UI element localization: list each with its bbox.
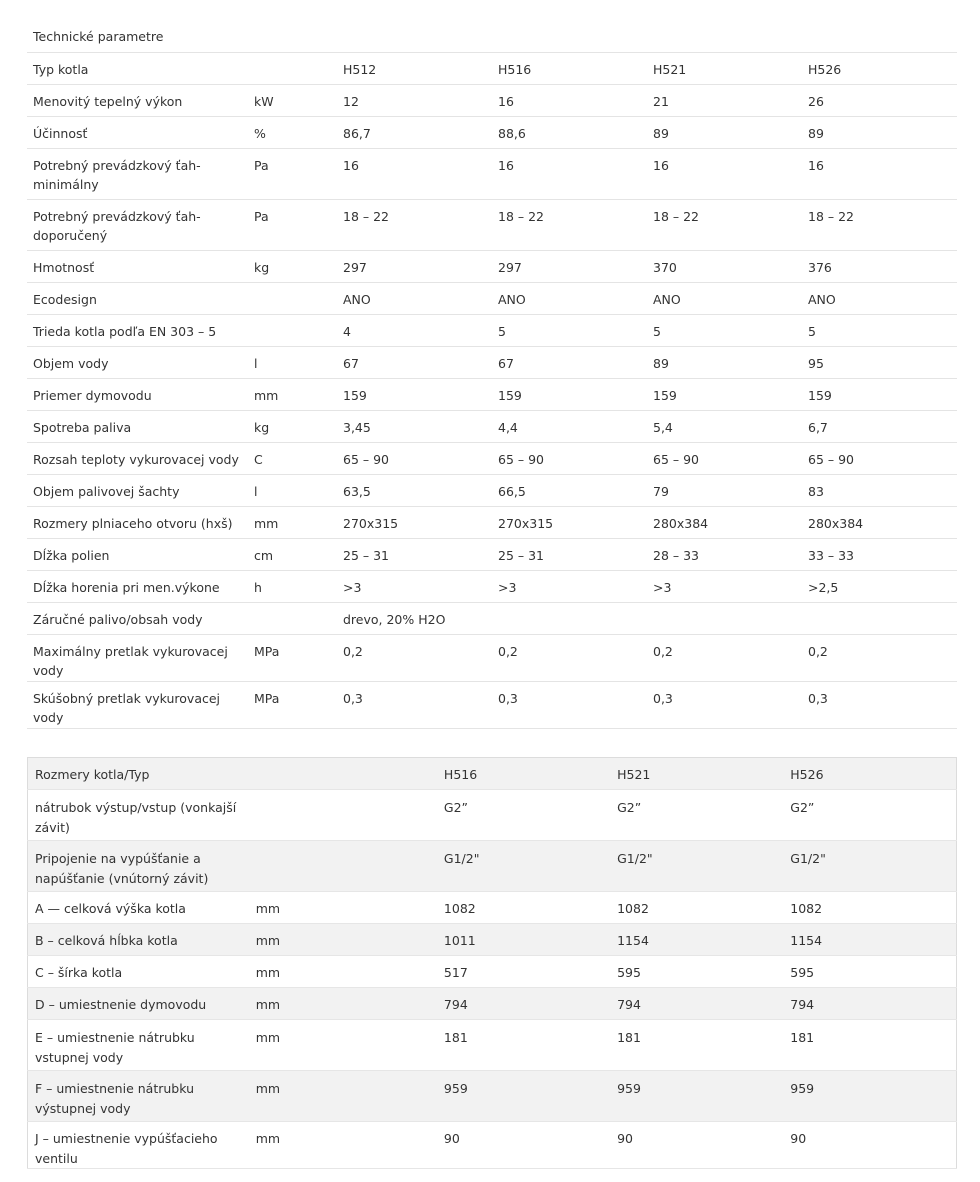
row-label: nátrubok výstup/vstup (vonkajší závit) xyxy=(28,790,249,841)
row-value: 89 xyxy=(647,116,802,148)
row-label: J – umiestnenie vypúšťacieho ventilu xyxy=(28,1122,249,1169)
row-value: H521 xyxy=(610,758,783,790)
row-label: Dĺžka polien xyxy=(27,538,248,570)
row-value: 90 xyxy=(437,1122,610,1169)
table-row xyxy=(27,84,957,116)
table-row xyxy=(27,410,957,442)
row-unit xyxy=(248,52,337,84)
row-value: 18 – 22 xyxy=(492,199,647,250)
row-value: 0,3 xyxy=(337,681,492,728)
row-value: >3 xyxy=(337,570,492,602)
row-label: Typ kotla xyxy=(27,52,248,84)
row-label: Rozsah teploty vykurovacej vody xyxy=(27,442,248,474)
row-value: 90 xyxy=(610,1122,783,1169)
row-value: 0,2 xyxy=(337,634,492,681)
row-value: 79 xyxy=(647,474,802,506)
row-label: Potrebný prevádzkový ťah- minimálny xyxy=(27,148,248,199)
row-value: 159 xyxy=(492,378,647,410)
table-caption-row xyxy=(27,20,957,52)
row-value: 65 – 90 xyxy=(802,442,957,474)
row-label: Objem palivovej šachty xyxy=(27,474,248,506)
row-label: Pripojenie na vypúšťanie a napúšťanie (vnútorný závit) xyxy=(28,841,249,892)
table-row xyxy=(27,282,957,314)
row-unit: cm xyxy=(248,538,337,570)
technical-parameters-body xyxy=(27,20,957,728)
table-row xyxy=(27,378,957,410)
row-value: 1011 xyxy=(437,924,610,956)
row-value: ANO xyxy=(647,282,802,314)
row-value: 16 xyxy=(337,148,492,199)
row-value: H516 xyxy=(437,758,610,790)
row-value xyxy=(492,602,647,634)
row-unit xyxy=(249,790,437,841)
row-value: 5 xyxy=(492,314,647,346)
row-value: G2” xyxy=(610,790,783,841)
row-value xyxy=(647,602,802,634)
row-unit: mm xyxy=(248,378,337,410)
table-row xyxy=(28,1071,957,1122)
row-value: ANO xyxy=(802,282,957,314)
row-unit: h xyxy=(248,570,337,602)
row-unit: kW xyxy=(248,84,337,116)
table-row xyxy=(27,681,957,728)
row-value: 26 xyxy=(802,84,957,116)
row-value: 159 xyxy=(337,378,492,410)
row-value: 1082 xyxy=(437,892,610,924)
row-value: 0,2 xyxy=(647,634,802,681)
row-label: Objem vody xyxy=(27,346,248,378)
table-row xyxy=(27,199,957,250)
table-row xyxy=(27,506,957,538)
row-label: E – umiestnenie nátrubku vstupnej vody xyxy=(28,1020,249,1071)
row-value: 63,5 xyxy=(337,474,492,506)
row-unit: mm xyxy=(249,924,437,956)
row-value: 370 xyxy=(647,250,802,282)
table-caption: Technické parametre xyxy=(27,20,957,52)
row-value: 595 xyxy=(783,956,956,988)
row-value: 3,45 xyxy=(337,410,492,442)
row-unit: % xyxy=(248,116,337,148)
row-value: 794 xyxy=(783,988,956,1020)
row-value: H526 xyxy=(783,758,956,790)
row-value: 181 xyxy=(437,1020,610,1071)
row-value: drevo, 20% H2O xyxy=(337,602,492,634)
row-unit: mm xyxy=(249,1020,437,1071)
row-label: Skúšobný pretlak vykurovacej vody xyxy=(27,681,248,728)
technical-parameters-table xyxy=(27,20,957,729)
row-value: 67 xyxy=(492,346,647,378)
row-value: 89 xyxy=(647,346,802,378)
row-value: 595 xyxy=(610,956,783,988)
row-value: 297 xyxy=(492,250,647,282)
row-value: 12 xyxy=(337,84,492,116)
row-label: Menovitý tepelný výkon xyxy=(27,84,248,116)
row-label: Dĺžka horenia pri men.výkone xyxy=(27,570,248,602)
row-value: 66,5 xyxy=(492,474,647,506)
row-value: 16 xyxy=(647,148,802,199)
row-value: 1082 xyxy=(610,892,783,924)
row-label: Záručné palivo/obsah vody xyxy=(27,602,248,634)
row-unit: mm xyxy=(249,1122,437,1169)
row-value: G2” xyxy=(783,790,956,841)
table-row xyxy=(27,250,957,282)
row-value: 4,4 xyxy=(492,410,647,442)
table-row xyxy=(27,346,957,378)
row-value: 181 xyxy=(783,1020,956,1071)
table-row xyxy=(28,1020,957,1071)
table-row xyxy=(28,1122,957,1169)
row-label: Trieda kotla podľa EN 303 – 5 xyxy=(27,314,248,346)
row-value: G1/2" xyxy=(783,841,956,892)
row-value: 86,7 xyxy=(337,116,492,148)
row-value: H521 xyxy=(647,52,802,84)
table-row xyxy=(27,442,957,474)
row-value: 297 xyxy=(337,250,492,282)
row-value: ANO xyxy=(492,282,647,314)
row-value: >3 xyxy=(492,570,647,602)
row-unit: MPa xyxy=(248,681,337,728)
table-row xyxy=(27,474,957,506)
row-value: 4 xyxy=(337,314,492,346)
row-value: 16 xyxy=(492,148,647,199)
table-row xyxy=(27,314,957,346)
row-unit xyxy=(248,282,337,314)
row-value: 18 – 22 xyxy=(337,199,492,250)
row-unit: kg xyxy=(248,410,337,442)
row-value: 1082 xyxy=(783,892,956,924)
row-value: 88,6 xyxy=(492,116,647,148)
row-value: 65 – 90 xyxy=(647,442,802,474)
row-value: 90 xyxy=(783,1122,956,1169)
table-header-row xyxy=(28,758,957,790)
row-value: 376 xyxy=(802,250,957,282)
row-value: 28 – 33 xyxy=(647,538,802,570)
row-label: Ecodesign xyxy=(27,282,248,314)
table-row xyxy=(28,988,957,1020)
row-label: Potrebný prevádzkový ťah- doporučený xyxy=(27,199,248,250)
row-value: 16 xyxy=(802,148,957,199)
row-label: D – umiestnenie dymovodu xyxy=(28,988,249,1020)
row-unit: kg xyxy=(248,250,337,282)
row-value: 21 xyxy=(647,84,802,116)
row-label: Priemer dymovodu xyxy=(27,378,248,410)
table-row xyxy=(27,570,957,602)
table-row xyxy=(28,924,957,956)
row-unit: mm xyxy=(249,1071,437,1122)
row-value: >2,5 xyxy=(802,570,957,602)
row-value: 794 xyxy=(437,988,610,1020)
row-label: Spotreba paliva xyxy=(27,410,248,442)
row-value: 25 – 31 xyxy=(492,538,647,570)
row-value: 159 xyxy=(802,378,957,410)
row-value: ANO xyxy=(337,282,492,314)
row-value: 0,3 xyxy=(647,681,802,728)
row-value: 181 xyxy=(610,1020,783,1071)
table-row xyxy=(27,634,957,681)
row-value: 794 xyxy=(610,988,783,1020)
row-value: 89 xyxy=(802,116,957,148)
row-value: 6,7 xyxy=(802,410,957,442)
row-value: 1154 xyxy=(610,924,783,956)
row-unit: MPa xyxy=(248,634,337,681)
table-row xyxy=(28,841,957,892)
row-value: 270x315 xyxy=(337,506,492,538)
row-value: 959 xyxy=(437,1071,610,1122)
row-value: 5,4 xyxy=(647,410,802,442)
row-unit: mm xyxy=(248,506,337,538)
row-value: >3 xyxy=(647,570,802,602)
boiler-dimensions-body xyxy=(28,758,957,1169)
row-unit: C xyxy=(248,442,337,474)
row-value: 0,3 xyxy=(802,681,957,728)
row-unit xyxy=(248,314,337,346)
row-value: 0,2 xyxy=(492,634,647,681)
row-value: 83 xyxy=(802,474,957,506)
row-value: 5 xyxy=(802,314,957,346)
row-unit: mm xyxy=(249,956,437,988)
row-unit xyxy=(249,841,437,892)
row-unit xyxy=(249,758,437,790)
row-value: 959 xyxy=(783,1071,956,1122)
row-unit: Pa xyxy=(248,148,337,199)
row-value: 25 – 31 xyxy=(337,538,492,570)
row-label: A — celková výška kotla xyxy=(28,892,249,924)
row-value: G1/2" xyxy=(437,841,610,892)
row-value: 0,3 xyxy=(492,681,647,728)
row-unit: l xyxy=(248,474,337,506)
row-value: 95 xyxy=(802,346,957,378)
row-value: 5 xyxy=(647,314,802,346)
table-row xyxy=(27,148,957,199)
row-value: 1154 xyxy=(783,924,956,956)
row-value: 0,2 xyxy=(802,634,957,681)
row-unit: mm xyxy=(249,988,437,1020)
row-value: 959 xyxy=(610,1071,783,1122)
row-value: 270x315 xyxy=(492,506,647,538)
row-value: H516 xyxy=(492,52,647,84)
row-value: 16 xyxy=(492,84,647,116)
table-row xyxy=(28,892,957,924)
row-value: H512 xyxy=(337,52,492,84)
row-unit: Pa xyxy=(248,199,337,250)
row-label: Rozmery plniaceho otvoru (hxš) xyxy=(27,506,248,538)
row-label: Hmotnosť xyxy=(27,250,248,282)
row-label: C – šírka kotla xyxy=(28,956,249,988)
table-header-row xyxy=(27,52,957,84)
row-value: G2” xyxy=(437,790,610,841)
row-value: 65 – 90 xyxy=(492,442,647,474)
row-value: G1/2" xyxy=(610,841,783,892)
table-row xyxy=(28,790,957,841)
row-unit: mm xyxy=(249,892,437,924)
row-label: B – celková hĺbka kotla xyxy=(28,924,249,956)
row-value: 280x384 xyxy=(647,506,802,538)
row-label: Rozmery kotla/Typ xyxy=(28,758,249,790)
table-row xyxy=(28,956,957,988)
row-value: 67 xyxy=(337,346,492,378)
row-label: Maximálny pretlak vykurovacej vody xyxy=(27,634,248,681)
row-unit xyxy=(248,602,337,634)
table-row xyxy=(27,538,957,570)
row-unit: l xyxy=(248,346,337,378)
table-row xyxy=(27,116,957,148)
row-value: 18 – 22 xyxy=(647,199,802,250)
boiler-dimensions-table xyxy=(27,757,957,1169)
row-value xyxy=(802,602,957,634)
row-value: 33 – 33 xyxy=(802,538,957,570)
row-value: 159 xyxy=(647,378,802,410)
row-value: 280x384 xyxy=(802,506,957,538)
table-row xyxy=(27,602,957,634)
row-value: 18 – 22 xyxy=(802,199,957,250)
row-value: 65 – 90 xyxy=(337,442,492,474)
row-value: H526 xyxy=(802,52,957,84)
row-label: Účinnosť xyxy=(27,116,248,148)
row-value: 517 xyxy=(437,956,610,988)
row-label: F – umiestnenie nátrubku výstupnej vody xyxy=(28,1071,249,1122)
